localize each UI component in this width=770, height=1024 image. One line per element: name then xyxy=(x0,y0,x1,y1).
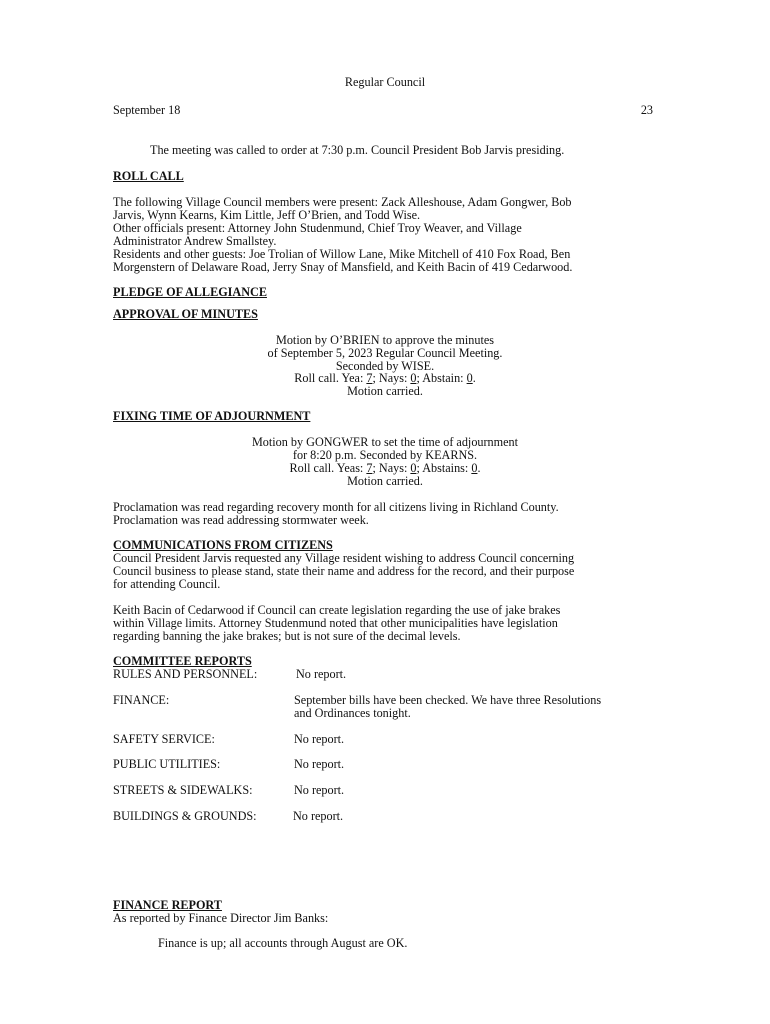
committee-label: SAFETY SERVICE: xyxy=(113,732,215,746)
communications-line: Keith Bacin of Cedarwood if Council can create legislation regarding the use of jake brakes xyxy=(113,603,561,617)
finance-report-line: As reported by Finance Director Jim Banks: xyxy=(113,911,329,925)
abstain-label: ; Abstain: xyxy=(416,371,467,385)
meeting-date: September 18 xyxy=(113,103,181,117)
adjournment-result: Motion carried. xyxy=(347,474,423,488)
communications-line: within Village limits. Attorney Studenmund noted that other municipalities have legislation xyxy=(113,616,558,630)
committee-value: No report. xyxy=(294,732,345,746)
call-to-order: The meeting was called to order at 7:30 p.m. Council President Bob Jarvis presiding. xyxy=(150,143,565,157)
adjournment-motion-line: for 8:20 p.m. Seconded by KEARNS. xyxy=(292,448,478,462)
committee-reports-heading: COMMITTEE REPORTS xyxy=(113,654,252,668)
nays-label: ; Nays: xyxy=(372,371,411,385)
approval-heading: APPROVAL OF MINUTES xyxy=(113,307,258,321)
roll-call-line: Administrator Andrew Smallstey. xyxy=(113,234,277,248)
pledge-heading: PLEDGE OF ALLEGIANCE xyxy=(113,285,267,299)
roll-call-end: . xyxy=(477,461,481,475)
document-title: Regular Council xyxy=(344,75,426,89)
proclamation-line: Proclamation was read addressing stormwater week. xyxy=(113,513,369,527)
committee-value: No report. xyxy=(293,809,344,823)
communications-line: for attending Council. xyxy=(113,577,221,591)
roll-call-prefix: Roll call. Yeas: xyxy=(289,461,367,475)
abstain-count: 0 xyxy=(466,371,473,385)
roll-call-line: Residents and other guests: Joe Trolian of Willow Lane, Mike Mitchell of 410 Fox Road, Ben xyxy=(113,247,571,261)
finance-report-detail: Finance is up; all accounts through August are OK. xyxy=(158,936,408,950)
nays-count: 0 xyxy=(410,371,417,385)
committee-value: September bills have been checked. We have three Resolutions xyxy=(294,693,602,707)
communications-heading: COMMUNICATIONS FROM CITIZENS xyxy=(113,538,333,552)
approval-motion-line: Motion by O’BRIEN to approve the minutes xyxy=(276,333,494,347)
roll-call-heading: ROLL CALL xyxy=(113,169,184,183)
committee-value: No report. xyxy=(294,757,345,771)
approval-result: Motion carried. xyxy=(347,384,423,398)
committee-label: BUILDINGS & GROUNDS: xyxy=(113,809,257,823)
committee-value: and Ordinances tonight. xyxy=(294,706,411,720)
proclamation-line: Proclamation was read regarding recovery month for all citizens living in Richland County. xyxy=(113,500,559,514)
roll-call-prefix: Roll call. Yea: xyxy=(294,371,367,385)
yea-count: 7 xyxy=(366,371,373,385)
committee-label: FINANCE: xyxy=(113,693,170,707)
roll-call-end: . xyxy=(472,371,476,385)
committee-value: No report. xyxy=(294,783,345,797)
committee-label: RULES AND PERSONNEL: xyxy=(113,667,258,681)
roll-call-line: The following Village Council members were present: Zack Alleshouse, Adam Gongwer, Bob xyxy=(113,195,572,209)
adjournment-motion-line: Motion by GONGWER to set the time of adjournment xyxy=(251,435,519,449)
nays-label: ; Nays: xyxy=(372,461,411,475)
communications-line: Council President Jarvis requested any Village resident wishing to address Council concerning xyxy=(113,551,575,565)
roll-call-line: Morgenstern of Delaware Road, Jerry Snay of Mansfield, and Keith Bacin of 419 Cedarwood. xyxy=(113,260,573,274)
roll-call-line: Other officials present: Attorney John Studenmund, Chief Troy Weaver, and Village xyxy=(113,221,522,235)
roll-call-line: Jarvis, Wynn Kearns, Kim Little, Jeff O’Brien, and Todd Wise. xyxy=(113,208,421,222)
committee-value: No report. xyxy=(296,667,347,681)
approval-motion-line: of September 5, 2023 Regular Council Meeting. xyxy=(267,346,503,360)
communications-line: Council business to please stand, state their name and address for the record, and their purpose xyxy=(113,564,575,578)
committee-label: STREETS & SIDEWALKS: xyxy=(113,783,253,797)
adjournment-heading: FIXING TIME OF ADJOURNMENT xyxy=(113,409,311,423)
abstains-count: 0 xyxy=(471,461,478,475)
nays-count: 0 xyxy=(410,461,417,475)
page-number: 23 xyxy=(640,103,653,117)
yeas-count: 7 xyxy=(366,461,373,475)
approval-second-line: Seconded by WISE. xyxy=(335,359,435,373)
finance-report-heading: FINANCE REPORT xyxy=(113,898,222,912)
abstains-label: ; Abstains: xyxy=(416,461,472,475)
communications-line: regarding banning the jake brakes; but is not sure of the decimal levels. xyxy=(113,629,461,643)
committee-label: PUBLIC UTILITIES: xyxy=(113,757,221,771)
